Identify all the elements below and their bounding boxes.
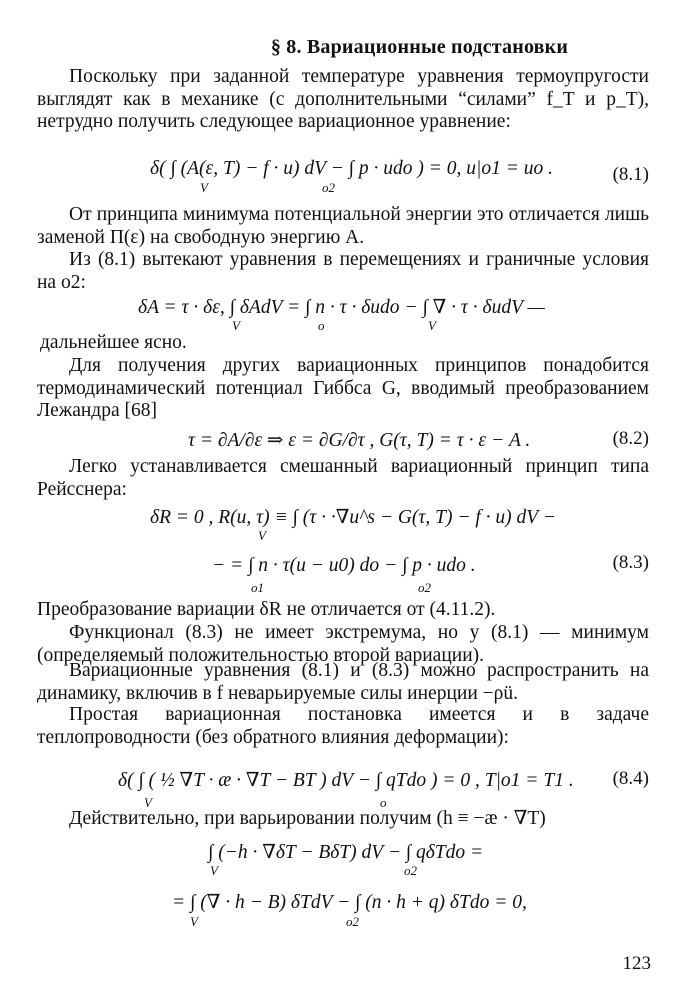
- equation-final-line-2-sub-o2: o2: [346, 914, 359, 929]
- paragraph-5: Для получения других вариационных принципов понадобится термодинамический потенциал Гиббса G, вводимый преобразованием Лежандра [68]: [37, 355, 649, 421]
- equation-final-line-2-sub-v: V: [190, 914, 198, 929]
- equation-8-3-line-1-sub-v: V: [258, 528, 266, 543]
- paragraph-4: дальнейшее ясно.: [40, 332, 187, 353]
- paragraph-3: Из (8.1) вытекают уравнения в перемещениях и граничные условия на o2:: [37, 249, 649, 293]
- equation-8-4-sub-o: o: [380, 795, 387, 810]
- equation-8-1-sub-v: V: [200, 180, 208, 195]
- equation-8-2: τ = ∂A/∂ε ⇒ ε = ∂G/∂τ , G(τ, T) = τ · ε − A .: [188, 430, 531, 451]
- equation-8-3-line-2-sub-o2: o2: [418, 580, 431, 595]
- paragraph-11: Действительно, при варьировании получим (h ≡ −æ · ∇T): [69, 808, 546, 829]
- equation-variations-sub-v1: V: [232, 318, 240, 333]
- equation-final-line-2: = ∫ (∇ · h − B) δTdV − ∫ (n · h + q) δTdo = 0,: [172, 892, 527, 913]
- equation-variations: δA = τ · δε, ∫ δAdV = ∫ n · τ · δudo − ∫ ∇ · τ · δudV —: [138, 297, 545, 318]
- paragraph-2: От принципа минимума потенциальной энергии это отличается лишь заменой Π(ε) на свободную энергию A.: [37, 204, 649, 248]
- equation-8-3-number: (8.3): [612, 552, 649, 573]
- equation-8-3-line-1: δR = 0 , R(u, τ) ≡ ∫ (τ · ·∇u^s − G(τ, T) − f · u) dV −: [150, 507, 556, 528]
- paragraph-7: Преобразование вариации δR не отличается от (4.11.2).: [37, 599, 496, 620]
- paragraph-8: Функционал (8.3) не имеет экстремума, но у (8.1) — минимум (определяемый положительностью второй вариации).: [37, 622, 649, 666]
- equation-variations-sub-o: o: [318, 318, 325, 333]
- equation-8-3-line-2-sub-o1: o1: [251, 580, 264, 595]
- equation-8-4-sub-v: V: [144, 795, 152, 810]
- equation-8-1-sub-o2: o2: [322, 180, 335, 195]
- paragraph-10: Простая вариационная постановка имеется и в задаче теплопроводности (без обратного влияния деформации):: [37, 704, 649, 748]
- equation-8-1-number: (8.1): [612, 164, 649, 185]
- equation-final-line-1-sub-v: V: [210, 863, 218, 878]
- equation-final-line-1-sub-o2: o2: [404, 863, 417, 878]
- section-heading: § 8. Вариационные подстановки: [270, 36, 569, 58]
- paragraph-1: Поскольку при заданной температуре уравнения термоупругости выглядят как в механике (с дополнительными “силами” f_T и p_T), нетрудно получить следующее вариационное уравнение:: [37, 66, 649, 132]
- paragraph-9: Вариационные уравнения (8.1) и (8.3) можно распространить на динамику, включив в f неварьируемые силы инерции −ρü.: [37, 660, 649, 704]
- equation-final-line-1: ∫ (−h · ∇δT − BδT) dV − ∫ qδTdo =: [208, 842, 484, 863]
- equation-8-4: δ( ∫ ( ½ ∇T · æ · ∇T − BT ) dV − ∫ qTdo ) = 0 , T|o1 = T1 .: [118, 770, 574, 791]
- equation-8-2-number: (8.2): [612, 428, 649, 449]
- equation-8-1: δ( ∫ (A(ε, T) − f · u) dV − ∫ p · udo ) = 0, u|o1 = uo .: [150, 158, 553, 179]
- paragraph-6: Легко устанавливается смешанный вариационный принцип типа Рейсснера:: [37, 456, 649, 500]
- equation-8-4-number: (8.4): [612, 768, 649, 789]
- equation-variations-sub-v2: V: [428, 318, 436, 333]
- equation-8-3-line-2: − = ∫ n · τ(u − u0) do − ∫ p · udo .: [212, 555, 476, 576]
- page-number: 123: [622, 953, 651, 974]
